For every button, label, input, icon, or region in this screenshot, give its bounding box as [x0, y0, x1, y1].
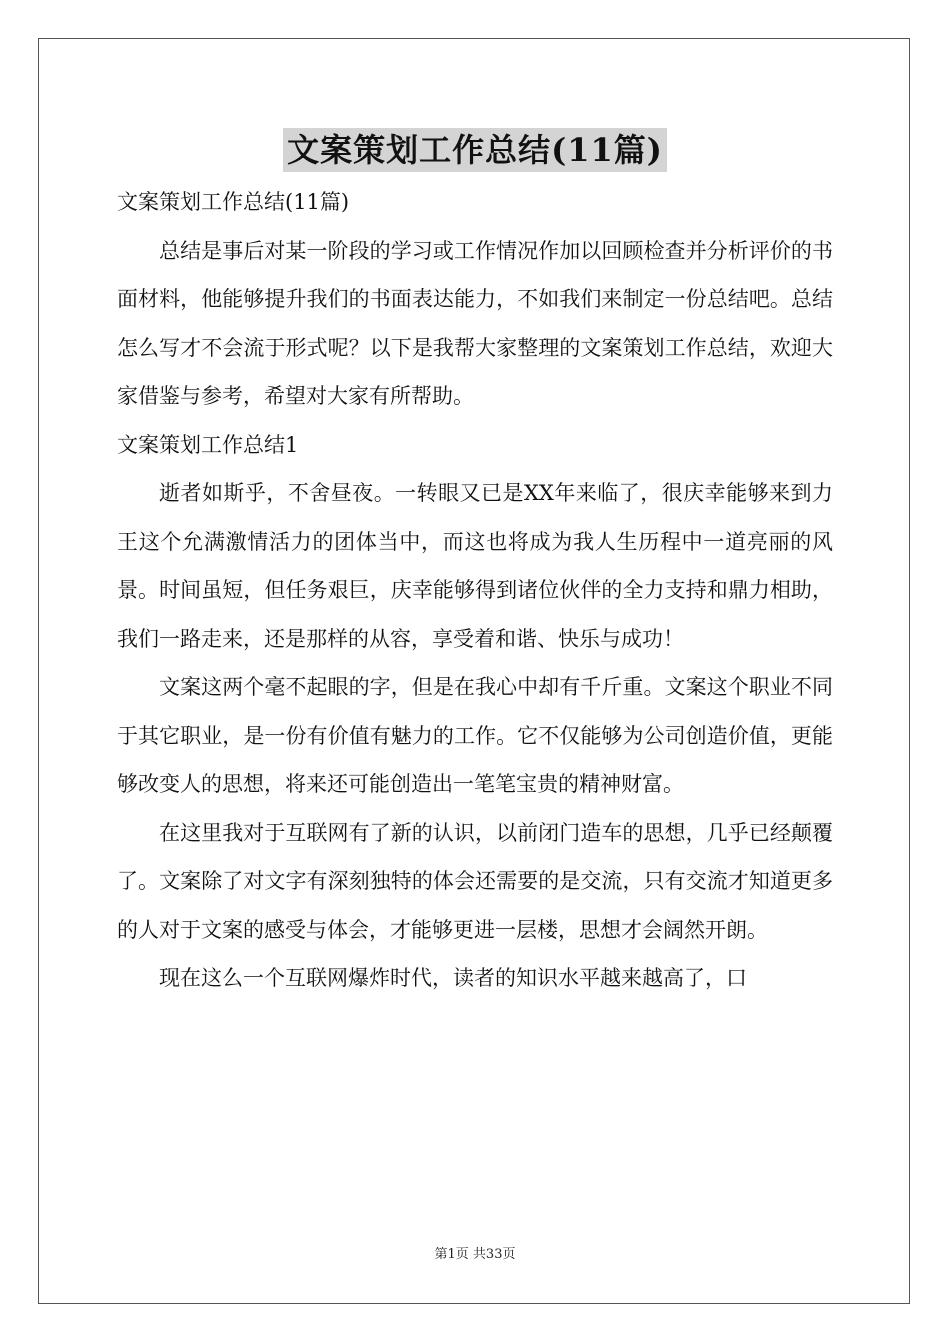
paragraph: 文案这两个毫不起眼的字，但是在我心中却有千斤重。文案这个职业不同于其它职业，是一份有价值有魅力的工作。它不仅能够为公司创造价值，更能够改变人的思想，将来还可能创造出一笔笔宝贵的精神财富。 [117, 675, 833, 796]
document-title: 文案策划工作总结(11篇) [283, 128, 667, 172]
paragraph: 逝者如斯乎，不舍昼夜。一转眼又已是XX年来临了，很庆幸能够来到力王这个允满激情活力的团体当中，而这也将成为我人生历程中一道亮丽的风景。时间虽短，但任务艰巨，庆幸能够得到诸位伙伴的全力支持和鼎力相助，我们一路走来，还是那样的从容，享受着和谐、快乐与成功！ [117, 481, 833, 651]
paragraph: 现在这么一个互联网爆炸时代，读者的知识水平越来越高了，口 [159, 966, 747, 990]
section-heading: 文案策划工作总结1 [117, 432, 299, 457]
title-container [0, 128, 950, 172]
page-footer: 第1页 共33页 [434, 1247, 516, 1262]
paragraph: 在这里我对于互联网有了新的认识，以前闭门造车的思想，几乎已经颠覆了。文案除了对文字有深刻独特的体会还需要的是交流，只有交流才知道更多的人对于文案的感受与体会，才能够更进一层楼，思想才会阔然开朗。 [117, 820, 833, 942]
paragraph: 文案策划工作总结(11篇) [117, 190, 350, 214]
document-body [117, 178, 833, 1003]
paragraph: 总结是事后对某一阶段的学习或工作情况作加以回顾检查并分析评价的书面材料，他能够提升我们的书面表达能力，不如我们来制定一份总结吧。总结怎么写才不会流于形式呢？以下是我帮大家整理的文案策划工作总结，欢迎大家借鉴与参考，希望对大家有所帮助。 [117, 238, 833, 408]
